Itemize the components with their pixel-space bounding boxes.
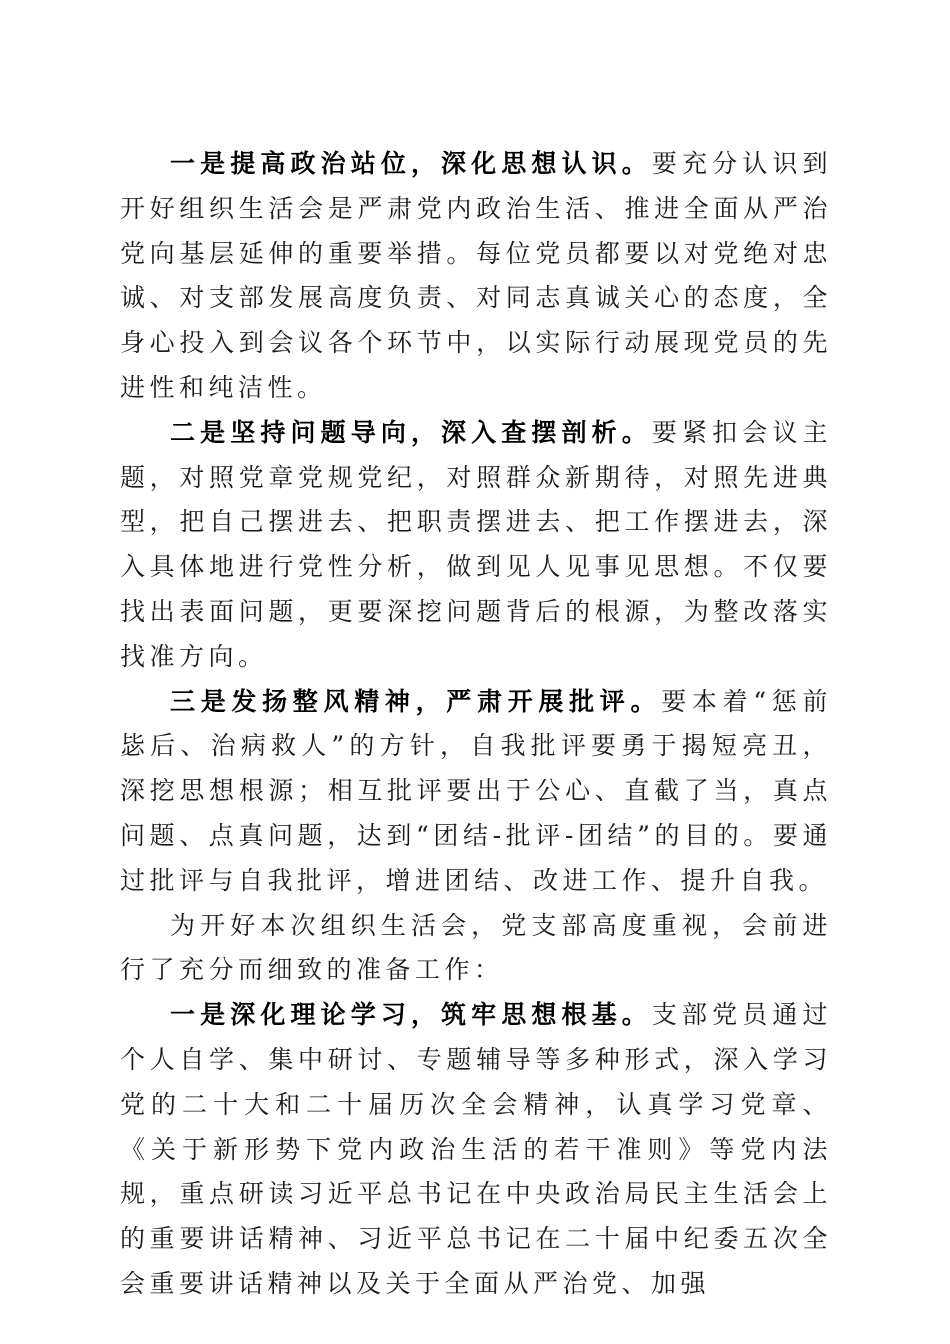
paragraph-criticism [120,680,832,904]
paragraph-lead: 三是发扬整风精神，严肃开展批评。 [170,686,662,716]
paragraph-theory-study [120,993,832,1307]
document-page [120,142,832,1307]
paragraph-body: 要紧扣会议主题，对照党章党规党纪，对照群众新期待，对照先进典型，把自己摆进去、把职责摆进去、把工作摆进去，深入具体地进行党性分析，做到见人见事见思想。不仅要找出表面问题，更要深挖问题背后的根源，为整改落实找准方向。 [120,417,832,671]
paragraph-body: 为开好本次组织生活会，党支部高度重视，会前进行了充分而细致的准备工作： [120,910,832,985]
paragraph-lead: 一是提高政治站位，深化思想认识。 [170,149,652,178]
paragraph-lead: 一是深化理论学习，筑牢思想根基。 [170,1000,652,1030]
paragraph-raise-political-stance [120,142,832,411]
paragraph-lead: 二是坚持问题导向，深入查摆剖析。 [170,417,652,447]
paragraph-body: 要本着“惩前毖后、治病救人”的方针，自我批评要勇于揭短亮丑，深挖思想根源；相互批评要出于公心、直截了当，真点问题、点真问题，达到“团结-批评-团结”的目的。要通过批评与自我批评，增进团结、改进工作、提升自我。 [120,686,833,895]
paragraph-body: 支部党员通过个人自学、集中研讨、专题辅导等多种形式，深入学习党的二十大和二十届历次全会精神，认真学习党章、《关于新形势下党内政治生活的若干准则》等党内法规，重点研读习近平总书记在中央政治局民主生活会上的重要讲话精神、习近平总书记在二十届中纪委五次全会重要讲话精神以及关于全面从严治党、加强 [120,1000,832,1298]
paragraph-problem-oriented [120,411,832,680]
paragraph-preparation-intro [120,904,832,994]
paragraph-body: 要充分认识到开好组织生活会是严肃党内政治生活、推进全面从严治党向基层延伸的重要举措。每位党员都要以对党绝对忠诚、对支部发展高度负责、对同志真诚关心的态度，全身心投入到会议各个环节中，以实际行动展现党员的先进性和纯洁性。 [120,149,832,402]
